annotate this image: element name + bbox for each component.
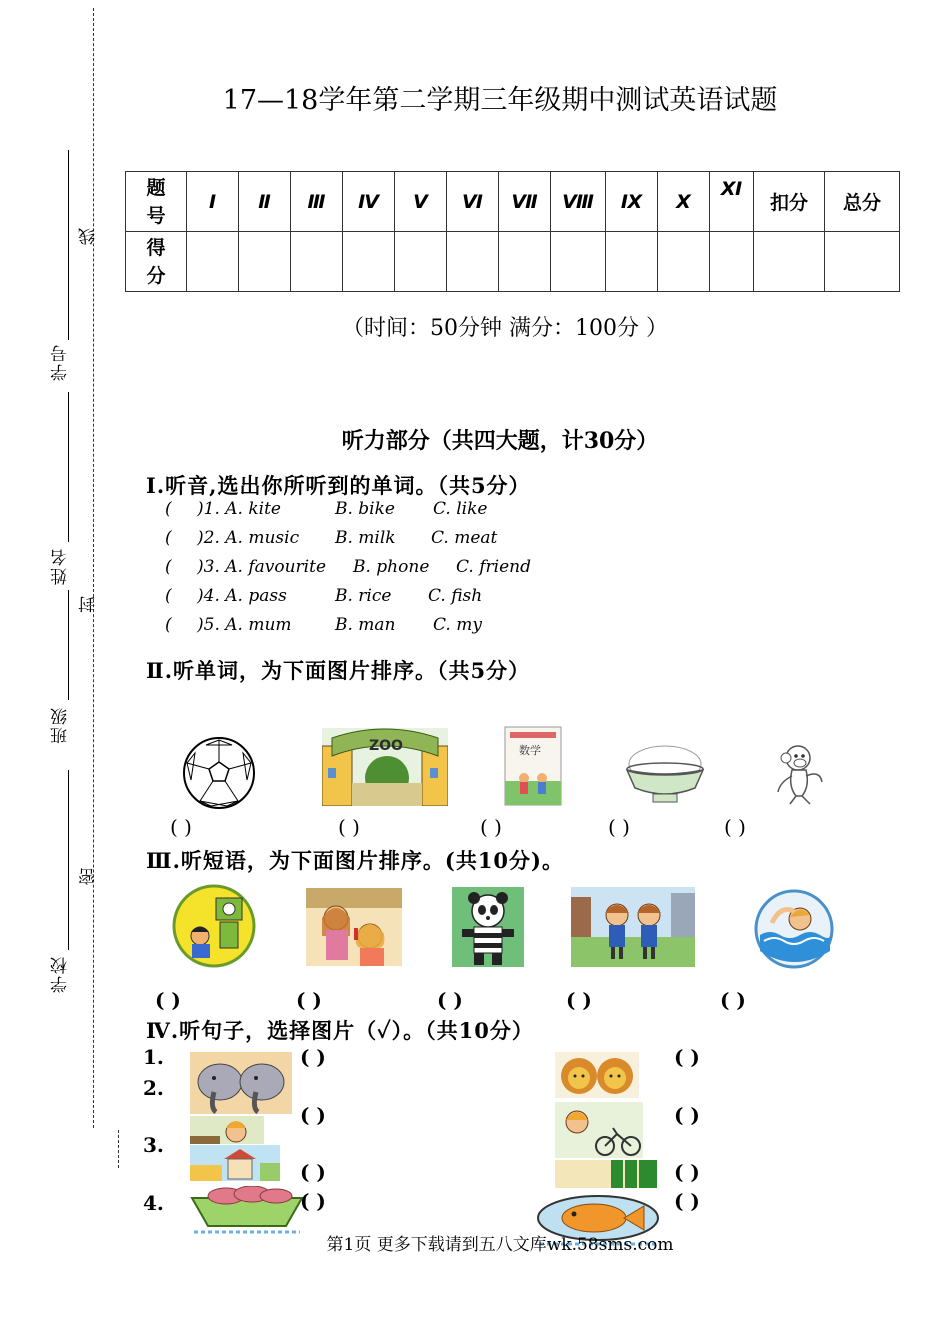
open-paren: ( — [165, 528, 172, 548]
score-cell[interactable] — [343, 232, 395, 292]
score-cell[interactable] — [291, 232, 343, 292]
seal-feng-char: 封 — [79, 596, 99, 613]
header-cell: Ⅹ — [658, 172, 710, 232]
score-cell[interactable] — [239, 232, 291, 292]
book-picture — [504, 726, 562, 806]
page-footer: 第1页 更多下载请到五八文库wk.58sms.com — [326, 1235, 674, 1255]
part4-heading: Ⅳ.听句子，选择图片（✓）。（共10分） — [146, 1018, 534, 1043]
part4-row-number: 4. — [143, 1191, 164, 1215]
part2-heading: Ⅱ.听单词，为下面图片排序。（共5分） — [146, 658, 531, 683]
part4-answer-blank[interactable]: ( ) — [300, 1160, 326, 1184]
option-b: B. rice — [335, 586, 392, 606]
row-label-question — [126, 172, 187, 232]
part2-answer-blank[interactable]: ( ) — [480, 815, 502, 839]
seal-line-char: 线 — [79, 228, 99, 245]
header-cell: Ⅷ — [551, 172, 606, 232]
score-cell[interactable] — [187, 232, 239, 292]
lions-picture — [555, 1052, 639, 1098]
school-line — [68, 770, 69, 950]
green-blocks-picture — [555, 1160, 657, 1188]
girl-eating-picture — [190, 1116, 264, 1144]
seal-mi-char: 密 — [79, 868, 99, 885]
option-b: B. man — [335, 615, 396, 635]
meat-dish-picture — [190, 1186, 304, 1234]
houses-picture — [190, 1145, 280, 1181]
option-a: )5. A. mum — [197, 615, 292, 635]
time-info: （时间：50分钟 满分：100分 ） — [342, 316, 668, 341]
open-paren: ( — [165, 615, 172, 635]
score-cell[interactable] — [447, 232, 499, 292]
listening-section-title: 听力部分（共四大题，计30分） — [341, 428, 659, 454]
part4-answer-blank[interactable]: ( ) — [674, 1045, 700, 1069]
binding-dashed-line-short — [118, 1130, 119, 1168]
part2-answer-blank[interactable]: ( ) — [170, 815, 192, 839]
option-a: )4. A. pass — [197, 586, 287, 606]
rice-bowl-picture — [623, 742, 707, 806]
header-cell: Ⅵ — [447, 172, 499, 232]
open-paren: ( — [165, 499, 172, 519]
part4-answer-blank[interactable]: ( ) — [674, 1160, 700, 1184]
open-paren: ( — [165, 586, 172, 606]
header-cell: Ⅴ — [395, 172, 447, 232]
header-cell: Ⅶ — [499, 172, 551, 232]
option-b: B. bike — [335, 499, 395, 519]
school-label: 学校 — [51, 955, 71, 993]
part3-answer-blank[interactable]: ( ) — [566, 988, 592, 1012]
option-c: C. meat — [431, 528, 498, 548]
option-c: C. like — [433, 499, 488, 519]
zoo-sign-text: ZOO — [369, 738, 403, 754]
score-table — [125, 171, 900, 292]
header-cell: Ⅺ — [710, 172, 754, 232]
part2-answer-blank[interactable]: ( ) — [724, 815, 746, 839]
score-cell[interactable] — [499, 232, 551, 292]
swimming-picture — [754, 889, 834, 969]
row2-label: 得分 — [146, 236, 166, 287]
part4-row-number: 1. — [143, 1045, 164, 1069]
score-cell[interactable] — [395, 232, 447, 292]
header-cell-total: 总分 — [825, 172, 900, 232]
zoo-picture — [322, 728, 448, 806]
class-label: 班级 — [51, 706, 71, 744]
option-a: )1. A. kite — [197, 499, 281, 519]
option-a: )2. A. music — [197, 528, 300, 548]
part2-answer-blank[interactable]: ( ) — [338, 815, 360, 839]
boy-with-robot-picture — [172, 884, 256, 968]
book-title-text: 数学 — [519, 744, 541, 757]
part4-answer-blank[interactable]: ( ) — [300, 1103, 326, 1127]
page-title: 17—18学年第二学期三年级期中测试英语试题 — [222, 85, 778, 116]
header-cell: Ⅰ — [187, 172, 239, 232]
part4-answer-blank[interactable]: ( ) — [300, 1189, 326, 1213]
elephants-picture — [190, 1052, 292, 1114]
score-cell[interactable] — [551, 232, 606, 292]
part3-answer-blank[interactable]: ( ) — [720, 988, 746, 1012]
part4-answer-blank[interactable]: ( ) — [674, 1103, 700, 1127]
open-paren: ( — [165, 557, 172, 577]
part3-answer-blank[interactable]: ( ) — [155, 988, 181, 1012]
part4-row-number: 3. — [143, 1133, 164, 1157]
student-id-label: 学号 — [51, 343, 71, 381]
score-cell[interactable] — [825, 232, 900, 292]
option-c: C. my — [433, 615, 482, 635]
children-walking-picture — [571, 887, 695, 967]
panda-picture — [452, 887, 524, 967]
option-b: B. phone — [353, 557, 430, 577]
part3-answer-blank[interactable]: ( ) — [437, 988, 463, 1012]
name-label: 姓名 — [51, 547, 71, 585]
option-b: B. milk — [335, 528, 396, 548]
option-c: C. fish — [428, 586, 483, 606]
header-cell-deduct: 扣分 — [754, 172, 825, 232]
football-picture — [181, 735, 257, 811]
part1-heading: Ⅰ.听音,选出你所听到的单词。（共5分） — [146, 473, 531, 498]
monkey-picture — [772, 742, 830, 806]
option-a: )3. A. favourite — [197, 557, 327, 577]
part4-answer-blank[interactable]: ( ) — [674, 1189, 700, 1213]
score-cell[interactable] — [658, 232, 710, 292]
header-cell: Ⅲ — [291, 172, 343, 232]
header-cell: Ⅱ — [239, 172, 291, 232]
score-cell[interactable] — [710, 232, 754, 292]
header-cell: Ⅸ — [606, 172, 658, 232]
part3-answer-blank[interactable]: ( ) — [296, 988, 322, 1012]
row-label-score — [126, 232, 187, 292]
name-line — [68, 392, 69, 542]
option-c: C. friend — [456, 557, 531, 577]
class-line — [68, 590, 69, 700]
part3-heading: Ⅲ.听短语，为下面图片排序。(共10分)。 — [146, 848, 564, 873]
row1-label: 题号 — [146, 176, 166, 227]
girl-bike-picture — [555, 1102, 643, 1158]
header-cell: Ⅳ — [343, 172, 395, 232]
girls-on-phone-picture — [306, 888, 402, 966]
part2-answer-blank[interactable]: ( ) — [608, 815, 630, 839]
part4-answer-blank[interactable]: ( ) — [300, 1045, 326, 1069]
score-cell[interactable] — [754, 232, 825, 292]
part4-row-number: 2. — [143, 1076, 164, 1100]
binding-dashed-line — [93, 8, 94, 1128]
score-cell[interactable] — [606, 232, 658, 292]
